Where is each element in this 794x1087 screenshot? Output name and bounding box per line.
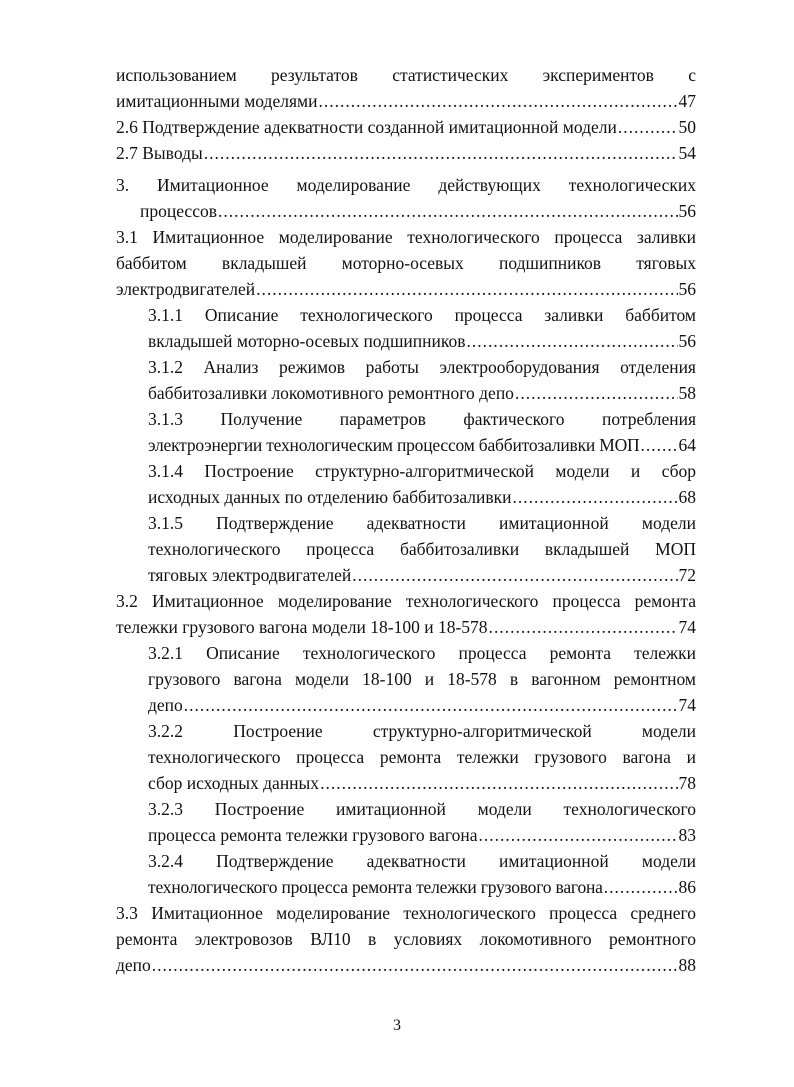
toc-entry-text: 3.1.4 Построение структурно-алгоритмической модели и сбор [148, 461, 696, 481]
toc-entry [148, 640, 696, 718]
toc-leader-dots [218, 198, 678, 224]
toc-entry-text: тележки грузового вагона модели 18-100 и 18-578 [116, 617, 488, 637]
toc-entry [116, 62, 696, 114]
toc-leader-dots [320, 770, 677, 796]
toc-entry [116, 114, 696, 140]
toc-entry-text: технологического процесса ремонта тележки грузового вагона [148, 877, 603, 897]
toc-entry [148, 406, 696, 458]
toc-entry-text: использованием результатов статистических экспериментов с [116, 65, 696, 85]
toc-leader-dots [478, 822, 677, 848]
toc-entry-text: имитационными моделями [116, 91, 318, 111]
toc-page-number: 68 [678, 487, 696, 507]
toc-page-number: 83 [678, 825, 696, 845]
toc-entry-text: депо [148, 695, 183, 715]
toc-page-number: 78 [678, 773, 696, 793]
toc-entry [116, 224, 696, 302]
toc-leader-dots [204, 140, 678, 166]
toc-entry-text: 3.2.3 Построение имитационной модели технологического [148, 799, 696, 819]
page-number: 3 [393, 1017, 401, 1034]
toc-leader-dots [515, 380, 678, 406]
toc-page-number: 86 [678, 877, 696, 897]
toc-entry [116, 140, 696, 166]
toc-entry-text: баббитозаливки локомотивного ремонтного депо [148, 383, 514, 403]
toc-entry-text: вкладышей моторно-осевых подшипников [148, 331, 466, 351]
toc-entry-text: 3.2.2 Построение структурно-алгоритмической модели [148, 721, 696, 741]
toc-leader-dots [318, 88, 677, 114]
toc-page-number: 56 [678, 331, 696, 351]
toc-entry-text: грузового вагона модели 18-100 и 18-578 в вагонном ремонтном [148, 669, 696, 689]
toc-leader-dots [152, 952, 678, 978]
toc-entry-text: электроэнергии технологическим процессом баббитозаливки МОП [148, 435, 640, 455]
toc-entry-text: 3.1.2 Анализ режимов работы электрооборудования отделения [148, 357, 696, 377]
toc-entry-text: 2.7 Выводы [116, 143, 203, 163]
toc-entry [116, 172, 696, 224]
toc-entry-text: 3.1.5 Подтверждение адекватности имитационной модели [148, 513, 696, 533]
toc-entry-text: 3.2.1 Описание технологического процесса ремонта тележки [148, 643, 696, 663]
toc-leader-dots [352, 562, 677, 588]
toc-entry-text: 3. Имитационное моделирование действующих технологических [116, 175, 696, 195]
toc-page-number: 54 [678, 143, 696, 163]
toc-leader-dots [604, 874, 678, 900]
toc-entry-text: сбор исходных данных [148, 773, 320, 793]
toc-leader-dots [467, 328, 678, 354]
table-of-contents [0, 62, 794, 978]
toc-entry-text: 3.1 Имитационное моделирование технологического процесса заливки [116, 227, 696, 247]
toc-leader-dots [256, 276, 677, 302]
toc-entry-text: 3.3 Имитационное моделирование технологического процесса среднего [116, 903, 696, 923]
toc-page-number: 56 [678, 279, 696, 299]
toc-entry [148, 354, 696, 406]
toc-page-number: 56 [678, 201, 696, 221]
toc-entry-text: 3.2.4 Подтверждение адекватности имитационной модели [148, 851, 696, 871]
toc-entry-text: баббитом вкладышей моторно-осевых подшипников тяговых [116, 253, 696, 273]
toc-entry [148, 458, 696, 510]
toc-page-number: 64 [678, 435, 696, 455]
toc-entry [148, 718, 696, 796]
toc-entry-text: 2.6 Подтверждение адекватности созданной имитационной модели [116, 117, 617, 137]
toc-page-number: 50 [678, 117, 696, 137]
toc-entry-text: процесса ремонта тележки грузового вагона [148, 825, 478, 845]
toc-page-number: 88 [678, 955, 696, 975]
toc-leader-dots [513, 484, 678, 510]
toc-leader-dots [640, 432, 677, 458]
toc-entry [148, 848, 696, 900]
toc-entry-text: технологического процесса баббитозаливки вкладышей МОП [148, 539, 696, 559]
toc-page-number: 74 [678, 617, 696, 637]
toc-leader-dots [184, 692, 678, 718]
toc-entry [148, 510, 696, 588]
toc-entry-text: технологического процесса ремонта тележки грузового вагона и [148, 747, 696, 767]
toc-entry [116, 900, 696, 978]
toc-entry-text: 3.1.1 Описание технологического процесса заливки баббитом [148, 305, 696, 325]
toc-entry-text: 3.2 Имитационное моделирование технологического процесса ремонта [116, 591, 696, 611]
toc-entry-text: ремонта электровозов ВЛ10 в условиях локомотивного ремонтного [116, 929, 696, 949]
toc-entry-text: 3.1.3 Получение параметров фактического потребления [148, 409, 696, 429]
toc-entry-text: тяговых электродвигателей [148, 565, 352, 585]
toc-entry-text: исходных данных по отделению баббитозаливки [148, 487, 512, 507]
toc-entry-text: процессов [140, 201, 217, 221]
toc-entry [148, 302, 696, 354]
toc-page-number: 58 [678, 383, 696, 403]
toc-entry [148, 796, 696, 848]
toc-leader-dots [618, 114, 678, 140]
toc-entry-text: депо [116, 955, 151, 975]
toc-page-number: 47 [678, 91, 696, 111]
toc-entry-text: электродвигателей [116, 279, 256, 299]
toc-leader-dots [489, 614, 678, 640]
toc-page-number: 74 [678, 695, 696, 715]
toc-page-number: 72 [678, 565, 696, 585]
toc-entry [116, 588, 696, 640]
